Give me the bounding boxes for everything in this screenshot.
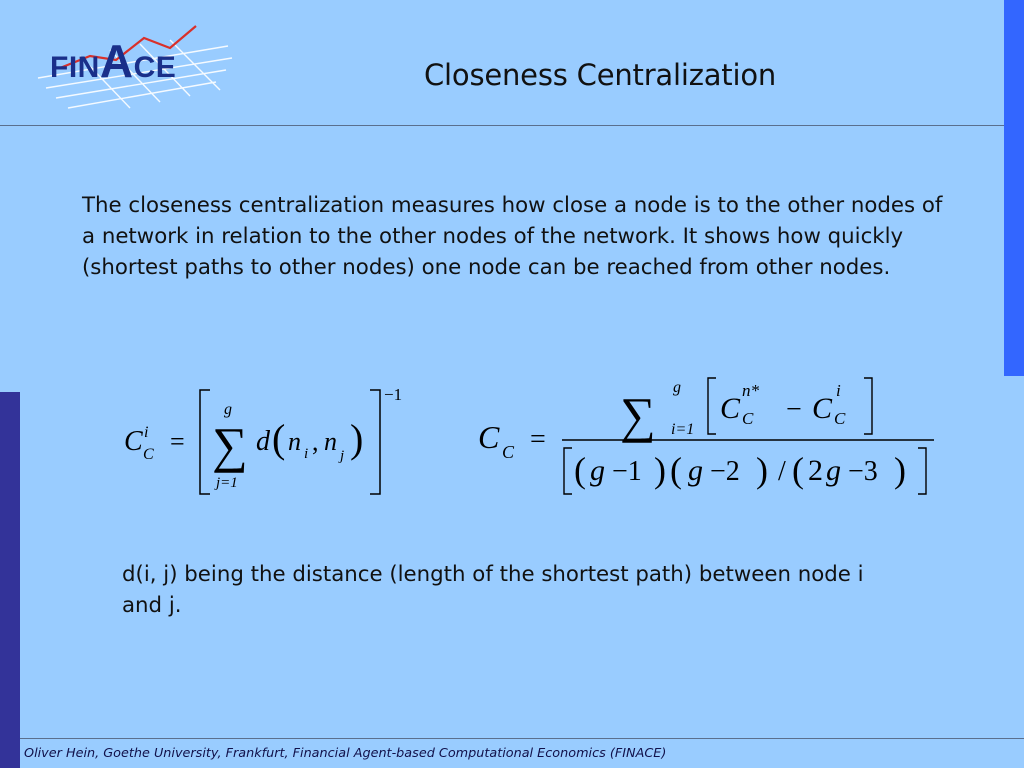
f2-den-paren-close-2: ) — [756, 450, 768, 490]
f2-num-left-bracket — [708, 378, 716, 434]
f1-comma: , — [312, 427, 319, 456]
f1-power: −1 — [384, 385, 403, 404]
f2-den-g3: g — [826, 454, 841, 487]
f2-den-minus2: −2 — [710, 456, 740, 487]
footer-credit: Oliver Hein, Goethe University, Frankfurt, Financial Agent-based Computational Economics (FINACE) — [24, 746, 667, 761]
f2-den-g2: g — [688, 454, 703, 487]
f2-den-left-bracket — [564, 448, 572, 494]
f2-den-two: 2 — [808, 454, 823, 487]
logo-part-a: A — [99, 35, 134, 87]
f1-arg1-sub: i — [304, 446, 309, 462]
f2-den-g1: g — [590, 454, 605, 487]
f2-num-term2-sub: C — [834, 409, 846, 428]
f2-den-right-bracket — [918, 448, 926, 494]
finace-logo — [20, 16, 240, 112]
f1-arg1: n — [288, 427, 301, 456]
f2-den-paren-open-1: ( — [574, 450, 586, 490]
logo-part-ce: CE — [133, 51, 177, 84]
f1-arg2: n — [324, 427, 337, 456]
f2-num-right-bracket — [864, 378, 872, 434]
sum-icon-numerator: ∑ — [620, 387, 656, 443]
right-accent-bar — [1004, 0, 1024, 376]
f1-right-bracket — [370, 390, 380, 494]
f2-num-term1-sup: n* — [742, 381, 759, 400]
f2-den-minus1: −1 — [612, 456, 642, 487]
f2-num-term1: C — [720, 392, 741, 425]
f2-num-term1-sub: C — [742, 409, 754, 428]
f2-lhs: C — [478, 419, 500, 455]
distance-note: d(i, j) being the distance (length of the shortest path) between node i and j. — [122, 562, 864, 618]
f2-lhs-sub: C — [502, 442, 515, 462]
f2-den-paren-open-3: ( — [792, 450, 804, 490]
f2-den-paren-open-2: ( — [670, 450, 682, 490]
f1-close-paren: ) — [350, 416, 364, 461]
formula-closeness-node — [118, 380, 428, 502]
header-divider — [0, 125, 1004, 126]
f1-equals: = — [170, 427, 185, 456]
f2-num-term2: C — [812, 392, 833, 425]
f2-den-slash: / — [778, 456, 786, 487]
f1-sum-bottom: j=1 — [216, 475, 238, 491]
formula-closeness-centralization — [474, 368, 944, 504]
f2-num-term2-sup: i — [836, 381, 841, 400]
f1-lhs: C — [124, 426, 143, 457]
slide-title: Closeness Centralization — [424, 58, 777, 92]
f2-den-paren-close-1: ) — [654, 450, 666, 490]
f1-arg2-sub: j — [340, 448, 345, 464]
definition-paragraph: The closeness centralization measures how close a node is to the other nodes of a network in relation to the other nodes of the network. It shows how quickly (shortest paths to other nodes) one node can be reached from other nodes. — [82, 193, 943, 280]
f1-func: d — [256, 426, 270, 457]
f1-open-paren: ( — [272, 416, 286, 461]
f1-left-bracket — [200, 390, 210, 494]
sum-icon: ∑ — [212, 417, 248, 473]
f2-den-paren-close-3: ) — [894, 450, 906, 490]
f2-sum-bottom: i=1 — [671, 421, 695, 438]
f2-den-minus3: −3 — [848, 456, 878, 487]
logo-wordmark — [50, 35, 177, 87]
f1-lhs-sub: C — [143, 446, 154, 463]
f1-sum-top: g — [224, 401, 232, 418]
f2-equals: = — [530, 424, 546, 455]
footer-divider — [20, 738, 1024, 739]
f2-sum-top: g — [673, 379, 681, 396]
left-accent-bar — [0, 392, 20, 768]
f2-num-minus: − — [786, 394, 802, 425]
logo-part-fin: FIN — [50, 51, 100, 84]
f1-lhs-sup: i — [144, 424, 149, 441]
